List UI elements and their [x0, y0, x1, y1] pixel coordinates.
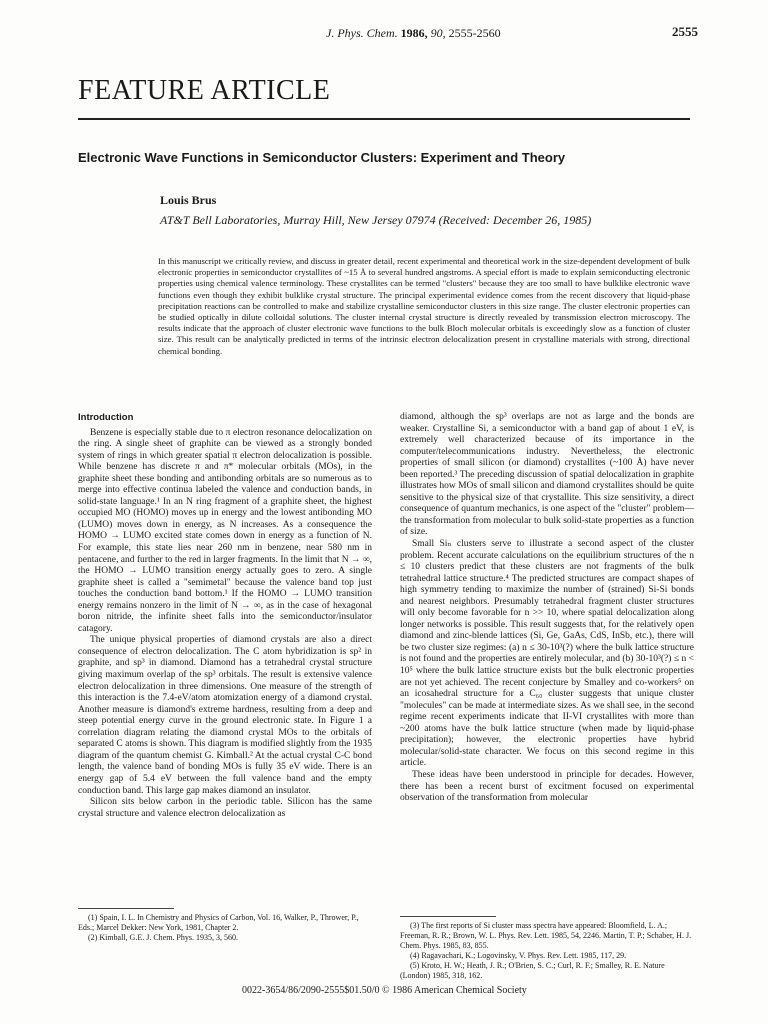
footnote: (4) Ragavachari, K.; Logovinsky, V. Phys. Rev. Lett. 1985, 117, 29. [410, 951, 627, 960]
author-affiliation: AT&T Bell Laboratories, Murray Hill, New Jersey 07974 (Received: December 26, 1985) [160, 213, 592, 227]
article-title: Electronic Wave Functions in Semiconductor Clusters: Experiment and Theory [78, 150, 566, 165]
journal-reference [326, 26, 501, 41]
abstract: In this manuscript we critically review, and discuss in greater detail, recent experimental and theoretical work in the size-dependent development of bulk electronic properties in semiconductor crystallites of ~15 Å to several hundred angstroms. A special effort is made to explain semiconducting electronic properties using chemical valence terminology. These crystallites can be termed "clusters" because they are too small to have bulklike electronic wave functions even though they exhibit bulklike crystal structure. The principal experimental evidence comes from the recent discovery that liquid-phase precipitation reactions can be controlled to make and stabilize crystalline semiconductor clusters in this size range. The cluster electronic properties can be studied optically in dilute colloidal solutions. The cluster internal crystal structure is directly revealed by transmission electron microscopy. The results indicate that the approach of cluster electronic wave functions to the bulk Bloch molecular orbitals is exceedingly slow as a function of cluster size. This result can be analytically predicted in terms of the intrinsic electron delocalization present in crystalline materials with strong, directional chemical bonding. [158, 256, 690, 356]
paragraph: These ideas have been understood in principle for decades. However, there has been a recent burst of excitment focused on experimental observation of the transformation from molecular [400, 769, 694, 804]
footnote: (2) Kimball, G.E. J. Chem. Phys. 1935, 3, 560. [88, 933, 238, 942]
footnote: (1) Spain, I. L. In Chemistry and Physics of Carbon, Vol. 16, Walker, P., Thrower, P., Eds.; Marcel Dekker: New York, 1981, Chapter 2. [78, 913, 359, 932]
header-rule [78, 118, 690, 120]
footnote: (5) Kroto, H. W.; Heath, J. R.; O'Brien, S. C.; Curl, R. F.; Smalley, R. E. Nature (London) 1985, 318, 162. [400, 961, 665, 980]
footnote-rule [400, 916, 496, 917]
paragraph: Benzene is especially stable due to π electron resonance delocalization on the ring. A single sheet of graphite can be viewed as a strongly bonded system of rings in which greater spatial π electron delocalization is possible. While benzene has discrete π and π* molecular orbitals (MOs), in the graphite sheet these bonding and antibonding orbitals are so numerous as to merge into effective continua labeled the valence and conduction bands, in solid-state language.¹ In an N ring fragment of a graphite sheet, the highest occupied MO (HOMO) moves up in energy and the lowest antibonding MO (LUMO) moves down in energy, as N increases. As a consequence the HOMO → LUMO excited state comes down in energy as a function of N. For example, this state lies near 260 nm in benzene, near 580 nm in pentacene, and further to the red in larger fragments. In the limit that N → ∞, the HOMO → LUMO transition energy actually goes to zero. A single graphite sheet is called a "semimetal" because the valence band top just touches the conduction band bottom.¹ If the HOMO → LUMO transition energy remains nonzero in the limit of N → ∞, as in the case of hexagonal boron nitride, the infinite sheet falls into the semiconductor/insulator catagory. [78, 427, 372, 634]
paragraph: diamond, although the sp³ overlaps are not as large and the bonds are weaker. Crystalline Si, a semiconductor with a band gap of about 1 eV, is extremely well characterized because of its importance in the computer/telecommunications industry. Nevertheless, the electronic properties of small silicon (or diamond) crystallites (~100 Å) have never been reported.³ The preceding discussion of spatial delocalization in graphite illustrates how MOs of small silicon and diamond crystallites should be quite sensitive to the physical size of that crystallite. This size sensitivity, a direct consequence of quantum mechanics, is one aspect of the "cluster" problem—the transformation from molecular to bulk solid-state properties as a function of size. [400, 412, 694, 538]
paragraph: The unique physical properties of diamond crystals are also a direct consequence of electron delocalization. The C atom hybridization is sp² in graphite, and sp³ in diamond. Diamond has a tetrahedral crystal structure giving maximum overlap of the sp³ orbitals. The result is extensive valence electron delocalization in three dimensions. One measure of the strength of this interaction is the 7.4-eV/atom atomization energy of a diamond crystal. Another measure is diamond's extreme hardness, resulting from a deep and steep potential energy curve in the ground electronic state. In Figure 1 a correlation diagram relating the diamond crystal MOs to the orbitals of separated C atoms is shown. This diagram is modified slightly from the 1935 diagram of the quantum chemist G. Kimball.² At the actual crystal C-C bond length, the valence band of bonding MOs is fully 35 eV wide. There is an energy gap of 5.4 eV between the full valence band and the empty conduction band. This large gap makes diamond an insulator. [78, 635, 372, 796]
introduction-heading: Introduction [78, 412, 134, 423]
footnotes-right [400, 908, 694, 981]
author-name: Louis Brus [160, 193, 217, 207]
page-number: 2555 [672, 24, 698, 39]
journal-year: 1986, [400, 26, 428, 40]
section-label: FEATURE ARTICLE [78, 75, 331, 106]
footnote: (3) The first reports of Si cluster mass spectra have appeared: Bloomfield, L. A.; Freeman, R. R.; Brown, W. L. Phys. Rev. Lett. 1985, 54, 2246. Martin, T. P.; Schaber, H. J. Chem. Phys. 1985, 83, 855. [400, 921, 692, 950]
journal-name: J. Phys. Chem. [326, 26, 398, 40]
right-column [400, 412, 694, 805]
footnote-rule [78, 908, 174, 909]
paragraph: Small Siₙ clusters serve to illustrate a second aspect of the cluster problem. Recent accurate calculations on the equilibrium structures of the n ≤ 10 clusters predict that these clusters are not fragments of the bulk tetrahedral lattice structure.⁴ The predicted structures are compact shapes of high symmetry tending to maximize the number of (strained) Si-Si bonds and nearest neighbors. Presumably tetrahedral fragment cluster structures will only become favorable for n >> 10, where spatial delocalization along longer networks is possible. This result suggests that, for the relatively open diamond and zinc-blende lattices (Si, Ge, GaAs, CdS, InSb, etc.), there will be two cluster size regimes: (a) n ≤ 30-10³(?) where the bulk lattice structure is not found and the properties are entirely molecular, and (b) 30-10³(?) ≤ n < 10⁵ where the bulk lattice structure exists but the bulk electronic properties are not yet achieved. The recent conjecture by Smalley and co-workers⁵ on an icosahedral structure for a C₆₀ cluster suggests that unique cluster "molecules" can be made at intermediate sizes. As we shall see, in the second regime recent experiments indicate that II-VI crystallites with more than ~200 atoms have the bulk lattice structure (when made by liquid-phase precipitation); however, the electronic properties have hybrid molecular/solid-state character. We focus on this second regime in this article. [400, 539, 694, 769]
copyright-line: 0022-3654/86/2090-2555$01.50/0 © 1986 American Chemical Society [242, 985, 527, 996]
journal-pages: 2555-2560 [448, 26, 501, 40]
journal-volume: 90, [430, 26, 446, 40]
footnotes-left [78, 900, 372, 943]
paragraph: Silicon sits below carbon in the periodic table. Silicon has the same crystal structure and valence electron delocalization as [78, 797, 372, 819]
left-column [78, 412, 372, 820]
